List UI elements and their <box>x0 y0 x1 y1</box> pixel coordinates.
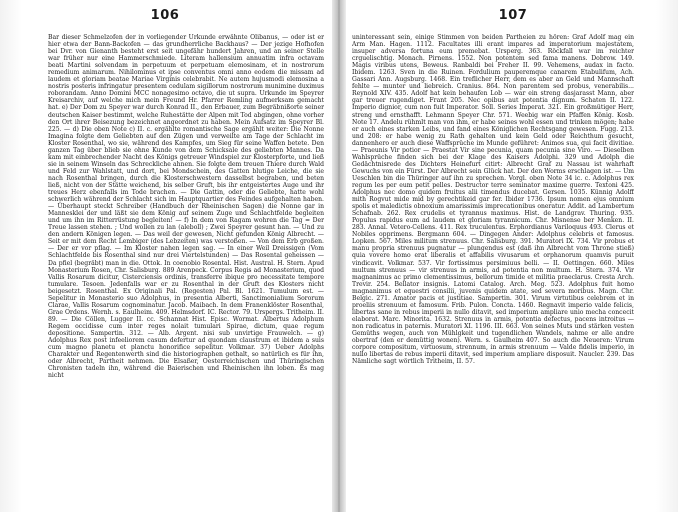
right-page-body-text: uninteressant sein, einige Stimmen von beiden Partheien zu hören: Graf Adolf mag ein Arm Man. Hagen. 1112. Facultates illi erant impares ad imperatorium majestatem, insuper adversa fortuna eum premebat. Ursperg. 363. Röckfall war im reichter crguelischtig. Monach. Pirnens. 1552. Non potentem sed fama manens. Dobrow. 149. Magis viribus utens, Beweus. Ranbaldi bei Freher II. 99. Vehemens, audax in facto. Ibidem. 1263. Sven in die Ruinen. Fordulium pauperemque canarem Etabulifum, Ach. Gassari Ann. Augsburg. 1468. Ein treflicher Herr, dem es aber an Geld und Mannschaft fehlte — munter und liebreich. Cranius. 864. Non parentem sed probus, venerabilis... Reynold XIV. 435. Adolf hat kein behaufen Lob — war ein streng dasjarasst Mann, aber gar treuer rugendiget. Frant 205. Nec opibus aut potentia dignum. Schaten II. 122. Imperio dignior, cum non fuit Imperator. Soll. Series Imperat. 321. Ein großmütiger Herr, streng und ernsthafft. Lehmann Speyer Chr. 571. Weebig war ein Pfaffen König. Kosb. Note 17. Andelu rühmlt man von ihm, er habe seines wohl essen und trinken mögen; habe er auch eines starken Leibs, und fand eines Königlichen Rechtsgang gewesen. Fugg. 213. und 208: er habe wenig zu Rath gehalten und kein Geld oder Reichthum gesucht, dannenhero er auch diese Waffsprüche im Munde geführet: Animos sua, qui facit divitiae. — Praeunis Vir potior — Praestat Vir sine pecunia, quam pecunia sine Viro. — Dieselben Wahlsprüche finden sich bei der Klage des Kaisers Adolphi. 329 und Adolph die Gedächtnisrede des Dichters Heinefurt citirt: Albrecht Graf zu Nassau ist wahrhaft Gewuchs von ein Fürst. Der Albrecht sein Glück hat. Der den Worms erschlagen ist. — Um Ueschlen bin die Thüringer auf ihn zu sprechen. Vorgl. oben Note 34 ic. c. Adolphus rex regum les per eum petit pelles. Destructor terre seminator maxime guerre. Textoni 425. Adolphus nec domo quidem fruitus alii timendus ducebat. Gersen. 1035. Künnig Adolff mith Rogvut mide mid by gerechtikeid gar fer. Ibider 1736. Ipsum nomen ejus omnium spolis et maledictis obnoxium amarissimis imprecationibus oneratur. Addit. ad Lambertum Schafnab. 262. Rex crudelis et tyrannus maximus. Hist. de Landgrav. Thuring. 935. Populus rapidus eum ad laudem et gloriam tyrannicum. Chr. Misnense ber Menken. II. 283. Annal. Vetero-Cellens. 411. Rex truculentus. Erphordianus Variloquus 493. Clerus et Nobiles opprimens. Bergmann 604. — Dingegen Ander: Adolphus celebris et famosus. Lopken. 567. Miles militum strenuus. Chr. Salisburg. 391. Muratori IX. 734. Vir probus et manu propria strenuus pugnatur — plungendus est (daß ihn Albrecht vom Throne stieß) quia vovere homo erat liberalis et affabilis vivusarum et orphanorum quamvis puruit vindicavit. Volkmar. 537. Vir fortissimus persimiuus belli. — II. Oettingen. 660. Miles multum strenuus — vir strenuus in armis, ad potentia non multum. H. Stern. 374. Vir magnanimus ac primo clementissimus, bellorum timide et militia praeclarus. Cresta Arch. Trevir. 254. Bellator insignis. Latomi Catalog. Arch. Meg. 523. Adolphus fuit homo magnanimus et equestri consilii, juvenis quidem atate, sed severa moribus. Magn. Chr. Belgic. 271. Amator pacis et justitiae. Sampertin. 301. Virum virtutibus celebrem et in proeliis strenuum et famosum. Frib. Pulon. Concta. 1460. Regnavit imperio valde felicis, libertas sane in rebus imperii in nullo ditavit, sed imperium ampliare unio mecha concecit elaborat. Marc. Minorita. 1632. Strenuus in armis, potentia defectus, pacens introitus — non radicatus in paternis. Muratori XI. 1196. III. 663. Von seines Muts und stärken vesten Gemüths wegen, auch von Mühlgkeit und tugendlichen Wandels, nahme er alle andre obertraf (den er demüttig wonen). Wern. s. Gaulheim 407. So auch die Neueren: Virum corpore compositum, virtuosum, strennum, in armis strenuum — Valde fidelis imperio, in nullo libertas de rebus imperii ditavit, sed imperium ampliare disposuit. Naucler. 239. Das Nämliche sagt wörtlich Tritheim, II. 57. <box>352 34 634 366</box>
left-page <box>22 0 332 512</box>
right-page-edge <box>656 0 678 512</box>
page-number-left: 106 <box>150 8 180 23</box>
left-page-edge <box>0 0 22 512</box>
right-page <box>346 0 656 512</box>
left-page-body-text: Bar dieser Schmelzofen der in vorliegender Urkunde erwähnte Olibanus, — oder ist er hier etwa der Bann-Backofen — das grundherrliche Backhaus? — Der jezige Hofhofen bei Dvr. von Gienanth besteht erst seit ungefähr hundert Jahren, und an seiner Stelle war früher nur eine Hammerschmiede. Literam hallensium annuatim infra octavam beati Martini solvendam in perpetuum et perpetuam elemosinam, et in nostrorum remedium animarum. Nihilominus et ipse conventus omni anno eodem die missam ad laudem et gloriam beatae Mariae Virginis celebrabit. Ne autem hujusmodi elemosina a nostris posteris infringatur presentem cedulam sigillorum nostrorum munimine duximus roborandam. Anno Domini MCC nonagesimo octavo, die ut supra. Urkunde im Speyrer Kreisarchiv, auf welche mich mein Freund Hr. Pfarrer Remling aufmerksam gemacht hat. e) Der Dom zu Speyer war durch Konrad II., den Erbauer, zum Begräbnißorte seiner deutschen Kaiser bestimmt, welche Ruhestätte der Alpen mit Tod abgingen, ohne vorher den Ort ihrer Beisezung bezeichnet angeordnet zu haben. Mein Aufsatz im Speyrer Bl. 225. — d) Die oben Note c) II. c. ergählte romantische Sage ergählt weiter: Die Nonne Imagina folgte dem Geliebten auf den Zügen und verweilte am Tage der Schlacht im Kloster Rosenthal, wo sie, während des Kampfes, um Sieg für seine Waffen betete. Den ganzen Tag über blieb sie ohne Kunde von dem Schicksale des geliebten Mannes. Da kam mit einbrechender Nacht des Königs getreuer Windspiel zur Klosterpforte, und ließ sie in seinem Winseln das Schreckliche ahnen. Sie folgte dem treuen Thiere durch Wald und Feld zur Wahlstatt, und dort, bei Mondschein, des Gatten blutige Leiche, die sie nach Rosenthal bringen, durch die Klosterschwestern dasselbst begraben, und beten ließ, nicht von der Stätte weichend, bis selber Gruft, bis ihr entgeistertes Auge und ihr treues Herz ebenfalls im Tode brachen. — Die Gattin, oder die Geliebte, hatte wohl schwerlich während der Schlacht sich im Hauptquartier des Feindes aufgehalten haben. — Überhaupt steckt Schreiber (Handbuch der Rheinischen Sagen) die Nonne gar in Mannesklei der und läßt sie dem König auf seinem Zuge und Schlachtfelde begleiten und um ihn im Ritterrüstung begleiten! — f) In dem von Ragam wohren die Tag = Der Treue lassen stehen. ; Und wollen zu lan (aleboll) ; Zwei Speyrer gesunt han. — Und zu den andern Königen legen. — Das weil der gewesen, Nicht gefunden König Albrecht. — Seit er mit dem Recht Lembiger (des Lebzeiten) was verstoßen. — Von dem Erb großen. — Der er vor pflag. — Im Kloster nahen legen sag. — In einer Weil Dreissigen (Vom Schlachtfelde bis Rosenthal sind nur drei Viertelstunden) — Das Rosental geheissen — Da pfiel (begräbt) man in die. Ottok. In coenobio Rosental. Hist. Austral. H. Stern. Apud Monasterium Rosen, Chr. Salisburg. 889 Arenpeck. Corpus Regis ad Monasterium, quod Vallis Rosarum dicitur, Cisterciensis ordinis, transferre ibique pro necessitate tempore tumulare. Tesoen. Jedenfalls war er zu Rosenthal in der Gruft des Klosters nicht beigesetzt. Rosenthal. Ex Originali Pal. (Regesten) Pal. Bl. 1621. Tumulum est. — Sepelitur in Monasterio suo Adolphus, in presentia Alberti, Sanctimonialium Sororum Clarae, Vallis Rosarum cognominatur. Jacob. Maibach. In dem Franenklöster Rosenthal, Grae Ordens. Wernh. s. Eaulheim. 409. Helmsdorf. IC. Rector. 79. Urspergs. Tritheim. II. 89. — Die Cöllen, Lugger II. cc. Schannat Hist. Episc. Wormat. Albertus Adolphum Regem occidisse cum inter reges nolait tumulari Spirae, dictum, quae regum depositione. Sampertin. 312. — Alb. Argent. nisi sub unvirtige Frauwelch. — g) Adolphus Rex post infeeliorem casum defertur ad quondam claustrum et ibidem a suis cum magno planetu et planctu honorifice sepelitur. Volkmar. 37) Ueber Adolphs Charakter und Regentenwerth sind die historiographen gethalt, so natürlich es für ihn, oder Albrecht, Partheit nehmen. Die Elsaßer, Oesterreichischen und Thüringischen Chronisten tadeln ihn, während die Baierischen und Rheinischen ihn loben. Es mag nicht <box>48 34 324 380</box>
book-gutter <box>332 0 346 512</box>
page-number-right: 107 <box>498 8 528 23</box>
